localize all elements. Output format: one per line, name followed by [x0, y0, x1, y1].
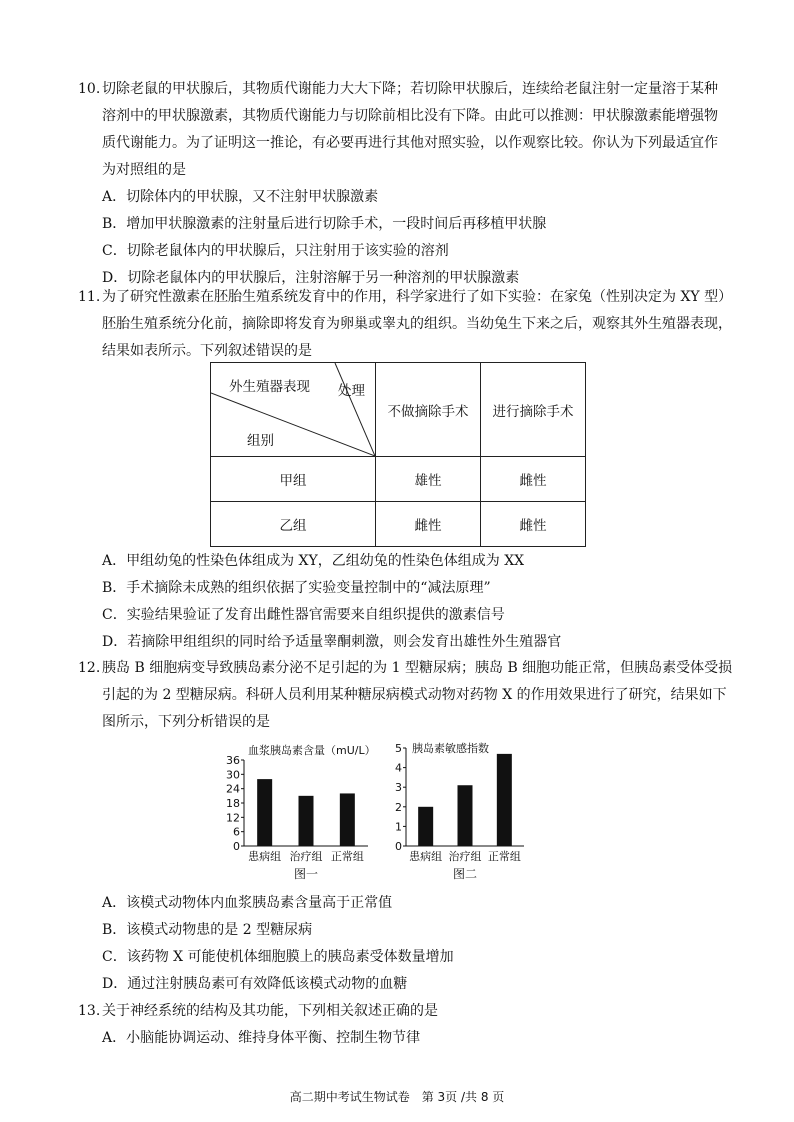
question-number: 12.: [78, 660, 101, 676]
y-tick-label: 18: [226, 797, 240, 810]
option-d: D．切除老鼠体内的甲状腺后，注射溶解于另一种溶剂的甲状腺激素: [102, 270, 520, 286]
chart-insulin-sensitivity: [384, 738, 534, 888]
bar: [299, 796, 314, 846]
x-tick-label: 正常组: [330, 850, 364, 863]
option-c: C．该药物 X 可能使机体细胞膜上的胰岛素受体数量增加: [102, 949, 454, 965]
question-text-line: 胚胎生殖系统分化前，摘除即将发育为卵巢或睾丸的组织。当幼兔生下来之后，观察其外生殖器表现，: [102, 316, 732, 332]
page-footer: 高二期中考试生物试卷 第 3页 /共 8 页: [289, 1090, 505, 1104]
table-cell: 雌性: [481, 457, 586, 502]
bar: [418, 807, 433, 846]
chart-caption: 图一: [293, 867, 319, 881]
y-tick-label: 0: [233, 840, 240, 853]
corner-label-group: 组别: [247, 433, 274, 449]
table-cell: 乙组: [211, 502, 376, 547]
y-tick-label: 3: [395, 781, 402, 795]
chart-plasma-insulin: [220, 738, 380, 888]
question-text-line: 为对照组的是: [102, 162, 186, 178]
x-tick-label: 患病组: [409, 850, 443, 863]
bar: [257, 779, 272, 846]
x-tick-label: 患病组: [248, 850, 282, 863]
question-13: [78, 998, 718, 1052]
option-a: A．该模式动物体内血浆胰岛素含量高于正常值: [102, 895, 393, 911]
question-text-line: 切除老鼠的甲状腺后，其物质代谢能力大大下降；若切除甲状腺后，连续给老鼠注射一定量溶于某种: [102, 81, 718, 97]
x-tick-label: 治疗组: [448, 850, 482, 863]
y-tick-label: 36: [226, 754, 240, 767]
table-row: [211, 502, 586, 547]
option-b: B．该模式动物患的是 2 型糖尿病: [102, 922, 313, 938]
chart-title: 胰岛素敏感指数: [412, 742, 489, 755]
option-a: A．小脑能协调运动、维持身体平衡、控制生物节律: [102, 1030, 421, 1046]
question-text-line: 为了研究性激素在胚胎生殖系统发育中的作用，科学家进行了如下实验：在家兔（性别决定为 XY 型）: [102, 289, 733, 305]
question-text-line: 胰岛 B 细胞病变导致胰岛素分泌不足引起的为 1 型糖尿病；胰岛 B 细胞功能正常，但胰岛素受体受损: [102, 660, 733, 676]
table-cell: 甲组: [211, 457, 376, 502]
question-number: 11.: [78, 289, 101, 305]
bar: [340, 793, 355, 846]
results-table: [210, 362, 586, 547]
question-11: [78, 284, 733, 365]
question-12: [78, 655, 733, 736]
y-tick-label: 24: [226, 782, 240, 796]
y-tick-label: 6: [233, 825, 240, 839]
corner-label-treatment: 处理: [338, 383, 365, 399]
chart-title: 血浆胰岛素含量（mU/L）: [248, 744, 376, 757]
option-c: C．切除老鼠体内的甲状腺后，只注射用于该实验的溶剂: [102, 243, 449, 259]
y-tick-label: 0: [395, 840, 402, 853]
chart-caption: 图二: [452, 867, 478, 881]
y-tick-label: 5: [395, 742, 402, 755]
question-11-options: [78, 548, 718, 656]
option-a: A．甲组幼兔的性染色体组成为 XY，乙组幼兔的性染色体组成为 XX: [102, 553, 525, 569]
table-corner-cell: [211, 363, 376, 457]
bar: [458, 785, 473, 846]
y-tick-label: 12: [226, 811, 240, 825]
option-d: D．若摘除甲组组织的同时给予适量睾酮刺激，则会发育出雄性外生殖器官: [102, 634, 562, 650]
question-10: [78, 76, 718, 292]
table-header: 不做摘除手术: [376, 363, 481, 457]
y-tick-label: 2: [395, 800, 402, 814]
question-12-options: [78, 890, 718, 998]
question-text-line: 图所示，下列分析错误的是: [102, 714, 270, 730]
question-text-line: 结果如表所示。下列叙述错误的是: [102, 343, 312, 359]
y-tick-label: 4: [395, 761, 402, 775]
y-tick-label: 30: [226, 768, 240, 782]
table-cell: 雌性: [481, 502, 586, 547]
question-text-line: 引起的为 2 型糖尿病。科研人员利用某种糖尿病模式动物对药物 X 的作用效果进行了研究，结果如下: [102, 687, 727, 703]
question-text-line: 关于神经系统的结构及其功能，下列相关叙述正确的是: [102, 1003, 438, 1019]
y-tick-label: 1: [395, 820, 402, 834]
option-b: B．手术摘除未成熟的组织依据了实验变量控制中的“减法原理”: [102, 580, 491, 596]
option-b: B．增加甲状腺激素的注射量后进行切除手术，一段时间后再移植甲状腺: [102, 216, 547, 232]
corner-label-appearance: 外生殖器表现: [229, 379, 310, 395]
table-cell: 雄性: [376, 457, 481, 502]
question-text-line: 溶剂中的甲状腺激素，其物质代谢能力与切除前相比没有下降。由此可以推测：甲状腺激素能增强物: [102, 108, 718, 124]
bar: [497, 754, 512, 846]
question-number: 10.: [78, 81, 101, 97]
x-tick-label: 治疗组: [289, 850, 323, 863]
question-text-line: 质代谢能力。为了证明这一推论，有必要再进行其他对照实验，以作观察比较。你认为下列最适宜作: [102, 135, 718, 151]
table-cell: 雌性: [376, 502, 481, 547]
option-c: C．实验结果验证了发育出雌性器官需要来自组织提供的激素信号: [102, 607, 505, 623]
x-tick-label: 正常组: [487, 850, 521, 863]
table-row: [211, 457, 586, 502]
option-d: D．通过注射胰岛素可有效降低该模式动物的血糖: [102, 976, 408, 992]
table-header: 进行摘除手术: [481, 363, 586, 457]
option-a: A．切除体内的甲状腺，又不注射甲状腺激素: [102, 189, 379, 205]
question-number: 13.: [78, 1003, 101, 1019]
